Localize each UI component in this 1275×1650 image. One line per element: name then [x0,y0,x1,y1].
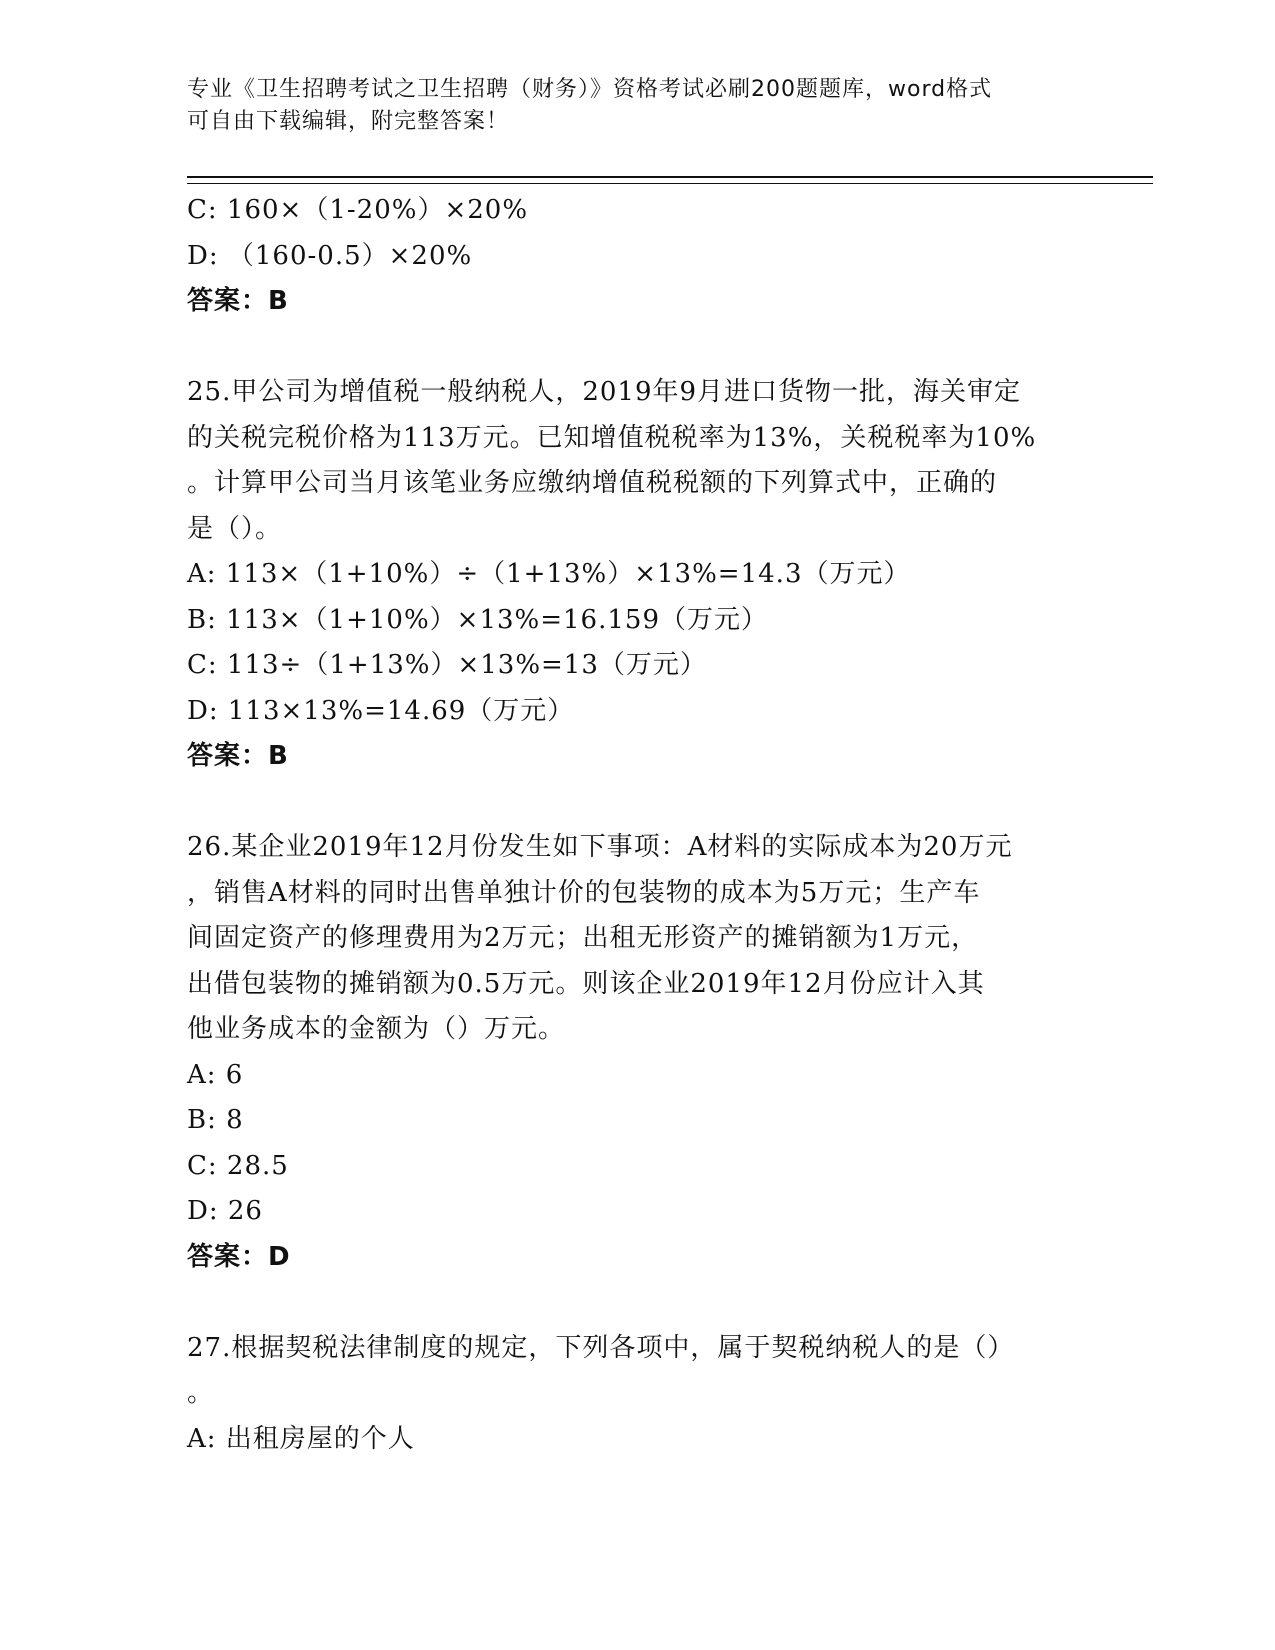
q25-option-c: C: 113÷（1+13%）×13%=13（万元） [187,650,707,680]
q25-option-d: D: 113×13%=14.69（万元） [187,695,575,726]
spacer [187,1280,1087,1326]
q26-stem-line-3: 间固定资产的修理费用为2万元；出租无形资产的摊销额为1万元， [187,923,979,953]
q25-option-a: A: 113×（1+10%）÷（1+13%）×13%=14.3（万元） [187,559,911,589]
q26-stem-line-4: 出借包装物的摊销额为0.5万元。则该企业2019年12月份应计入其 [187,968,985,999]
document-body [187,188,1087,1462]
header-line-1: 专业《卫生招聘考试之卫生招聘（财务）》资格考试必刷200题题库，word格式 [187,77,993,102]
q26-stem-line-2: ，销售A材料的同时出售单独计价的包装物的成本为5万元；生产车 [187,877,981,908]
q25-option-b: B: 113×（1+10%）×13%=16.159（万元） [187,604,768,635]
header-double-rule [187,176,1153,184]
q27-stem-line-2: 。 [187,1378,215,1408]
q25-stem-line-3: 。计算甲公司当月该笔业务应缴纳增值税税额的下列算式中，正确的 [187,468,998,498]
page-header [187,74,1067,138]
header-line-2: 可自由下载编辑，附完整答案！ [187,109,510,134]
q26-option-b: B: 8 [187,1105,244,1135]
q26-answer: 答案：D [187,1241,291,1272]
spacer [187,325,1087,371]
spacer [187,780,1087,826]
q24-answer: 答案：B [187,286,289,316]
q25-stem-line-4: 是（）。 [187,513,283,544]
q25-stem-line-2: 的关税完税价格为113万元。已知增值税税率为13%，关税税率为10% [187,422,1037,453]
q27-option-a: A: 出租房屋的个人 [187,1423,415,1454]
q27-stem-line-1: 27.根据契税法律制度的规定，下列各项中，属于契税纳税人的是（） [187,1332,1015,1363]
q25-answer: 答案：B [187,741,289,771]
q24-option-c: C: 160×（1-20%）×20% [187,195,529,225]
q26-stem-line-5: 他业务成本的金额为（）万元。 [187,1014,566,1044]
q26-option-a: A: 6 [187,1059,244,1090]
q24-option-d: D: （160-0.5）×20% [187,240,473,271]
q25-stem-line-1: 25.甲公司为增值税一般纳税人，2019年9月进口货物一批，海关审定 [187,377,1022,407]
q26-stem-line-1: 26.某企业2019年12月份发生如下事项：A材料的实际成本为20万元 [187,832,1013,862]
q26-option-d: D: 26 [187,1196,263,1226]
q26-option-c: C: 28.5 [187,1150,289,1181]
